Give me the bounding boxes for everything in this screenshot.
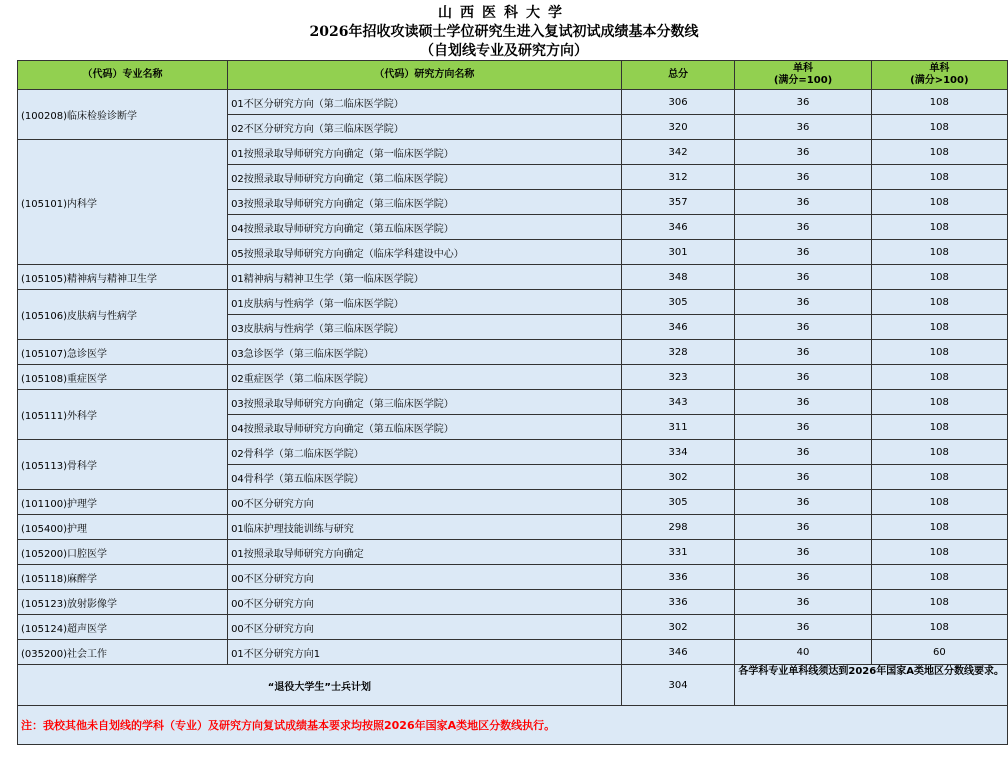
single-gt100-cell: 108 [871,315,1007,340]
header-single-gt100-sub: (满分>100) [910,75,969,86]
single100-cell: 36 [735,265,871,290]
single100-cell: 36 [735,215,871,240]
single-gt100-cell: 108 [871,140,1007,165]
table-row [18,340,1008,365]
table-row [18,365,1008,390]
major-cell: (100208)临床检验诊断学 [18,90,228,140]
major-cell: (105108)重症医学 [18,365,228,390]
document-title [0,4,1008,61]
title-main: 2026年招收攻读硕士学位研究生进入复试初试成绩基本分数线 [309,24,699,40]
single100-cell: 36 [735,240,871,265]
total-cell: 328 [621,340,735,365]
direction-cell: 01精神病与精神卫生学（第一临床医学院） [228,265,622,290]
total-cell: 311 [621,415,735,440]
direction-cell: 00不区分研究方向 [228,490,622,515]
direction-cell: 02骨科学（第二临床医学院） [228,440,622,465]
total-cell: 346 [621,315,735,340]
direction-cell: 00不区分研究方向 [228,590,622,615]
single-gt100-cell: 108 [871,590,1007,615]
table-row [18,265,1008,290]
major-cell: (105105)精神病与精神卫生学 [18,265,228,290]
direction-cell: 01临床护理技能训练与研究 [228,515,622,540]
table-row [18,540,1008,565]
table-row [18,390,1008,415]
direction-cell: 01按照录取导师研究方向确定 [228,540,622,565]
single-gt100-cell: 108 [871,565,1007,590]
direction-cell: 04骨科学（第五临床医学院） [228,465,622,490]
table-row [18,90,1008,115]
single100-cell: 36 [735,115,871,140]
table-row [18,565,1008,590]
single-gt100-cell: 108 [871,615,1007,640]
single100-cell: 36 [735,315,871,340]
direction-cell: 02按照录取导师研究方向确定（第二临床医学院） [228,165,622,190]
footnote-row [18,706,1008,745]
total-cell: 306 [621,90,735,115]
total-cell: 336 [621,590,735,615]
single100-cell: 36 [735,365,871,390]
total-cell: 320 [621,115,735,140]
table-row [18,490,1008,515]
single-gt100-cell: 60 [871,640,1007,665]
single-gt100-cell: 108 [871,265,1007,290]
total-cell: 305 [621,290,735,315]
total-cell: 305 [621,490,735,515]
direction-cell: 04按照录取导师研究方向确定（第五临床医学院） [228,415,622,440]
veteran-note: 各学科专业单科线须达到2026年国家A类地区分数线要求。 [735,665,1008,706]
total-cell: 302 [621,465,735,490]
direction-cell: 04按照录取导师研究方向确定（第五临床医学院） [228,215,622,240]
direction-cell: 00不区分研究方向 [228,565,622,590]
single100-cell: 36 [735,540,871,565]
single100-cell: 40 [735,640,871,665]
single-gt100-cell: 108 [871,515,1007,540]
major-cell: (105107)急诊医学 [18,340,228,365]
header-single-100 [735,61,871,90]
major-cell: (105113)骨科学 [18,440,228,490]
total-cell: 301 [621,240,735,265]
single100-cell: 36 [735,140,871,165]
single-gt100-cell: 108 [871,215,1007,240]
university-name: 山西医科大学 [438,5,570,21]
direction-cell: 00不区分研究方向 [228,615,622,640]
veteran-row [18,665,1008,706]
single-gt100-cell: 108 [871,240,1007,265]
direction-cell: 05按照录取导师研究方向确定（临床学科建设中心） [228,240,622,265]
single-gt100-cell: 108 [871,115,1007,140]
direction-cell: 01皮肤病与性病学（第一临床医学院） [228,290,622,315]
major-cell: (105118)麻醉学 [18,565,228,590]
veteran-label: “退役大学生”士兵计划 [18,665,622,706]
direction-cell: 02重症医学（第二临床医学院） [228,365,622,390]
veteran-total: 304 [621,665,735,706]
major-cell: (105111)外科学 [18,390,228,440]
direction-cell: 01不区分研究方向1 [228,640,622,665]
major-cell: (105400)护理 [18,515,228,540]
table-row [18,140,1008,165]
direction-cell: 02不区分研究方向（第三临床医学院） [228,115,622,140]
table-row [18,440,1008,465]
header-total: 总分 [621,61,735,90]
total-cell: 346 [621,215,735,240]
single-gt100-cell: 108 [871,365,1007,390]
single100-cell: 36 [735,490,871,515]
single-gt100-cell: 108 [871,340,1007,365]
single100-cell: 36 [735,565,871,590]
single-gt100-cell: 108 [871,90,1007,115]
total-cell: 348 [621,265,735,290]
table-row [18,640,1008,665]
single100-cell: 36 [735,465,871,490]
single-gt100-cell: 108 [871,540,1007,565]
header-major: （代码）专业名称 [18,61,228,90]
single100-cell: 36 [735,615,871,640]
major-cell: (105106)皮肤病与性病学 [18,290,228,340]
total-cell: 323 [621,365,735,390]
single100-cell: 36 [735,190,871,215]
total-cell: 346 [621,640,735,665]
direction-cell: 03按照录取导师研究方向确定（第三临床医学院） [228,190,622,215]
total-cell: 298 [621,515,735,540]
total-cell: 312 [621,165,735,190]
single-gt100-cell: 108 [871,415,1007,440]
major-cell: (035200)社会工作 [18,640,228,665]
single-gt100-cell: 108 [871,290,1007,315]
header-single-100-sub: (满分=100) [773,75,833,86]
single100-cell: 36 [735,515,871,540]
total-cell: 302 [621,615,735,640]
single-gt100-cell: 108 [871,390,1007,415]
single-gt100-cell: 108 [871,440,1007,465]
total-cell: 357 [621,190,735,215]
direction-cell: 01按照录取导师研究方向确定（第一临床医学院） [228,140,622,165]
table-row [18,515,1008,540]
direction-cell: 01不区分研究方向（第二临床医学院） [228,90,622,115]
table-row [18,290,1008,315]
single100-cell: 36 [735,290,871,315]
single100-cell: 36 [735,340,871,365]
single100-cell: 36 [735,440,871,465]
header-direction: （代码）研究方向名称 [228,61,622,90]
header-single-gt100-label: 单科 [929,63,950,74]
single-gt100-cell: 108 [871,165,1007,190]
score-table [17,60,1008,745]
total-cell: 343 [621,390,735,415]
major-cell: (105124)超声医学 [18,615,228,640]
header-row [18,61,1008,90]
single100-cell: 36 [735,390,871,415]
total-cell: 336 [621,565,735,590]
total-cell: 342 [621,140,735,165]
major-cell: (105123)放射影像学 [18,590,228,615]
major-cell: (101100)护理学 [18,490,228,515]
total-cell: 334 [621,440,735,465]
total-cell: 331 [621,540,735,565]
table-row [18,615,1008,640]
header-single-100-label: 单科 [793,63,814,74]
single100-cell: 36 [735,165,871,190]
header-single-gt100 [871,61,1007,90]
major-cell: (105101)内科学 [18,140,228,265]
title-sub: （自划线专业及研究方向） [420,43,588,59]
single-gt100-cell: 108 [871,190,1007,215]
single100-cell: 36 [735,590,871,615]
major-cell: (105200)口腔医学 [18,540,228,565]
footnote: 注：我校其他未自划线的学科（专业）及研究方向复试成绩基本要求均按照2026年国家A类地区分数线执行。 [18,706,1008,745]
table-row [18,590,1008,615]
direction-cell: 03急诊医学（第三临床医学院） [228,340,622,365]
direction-cell: 03皮肤病与性病学（第三临床医学院） [228,315,622,340]
single-gt100-cell: 108 [871,490,1007,515]
single100-cell: 36 [735,90,871,115]
direction-cell: 03按照录取导师研究方向确定（第三临床医学院） [228,390,622,415]
single100-cell: 36 [735,415,871,440]
single-gt100-cell: 108 [871,465,1007,490]
